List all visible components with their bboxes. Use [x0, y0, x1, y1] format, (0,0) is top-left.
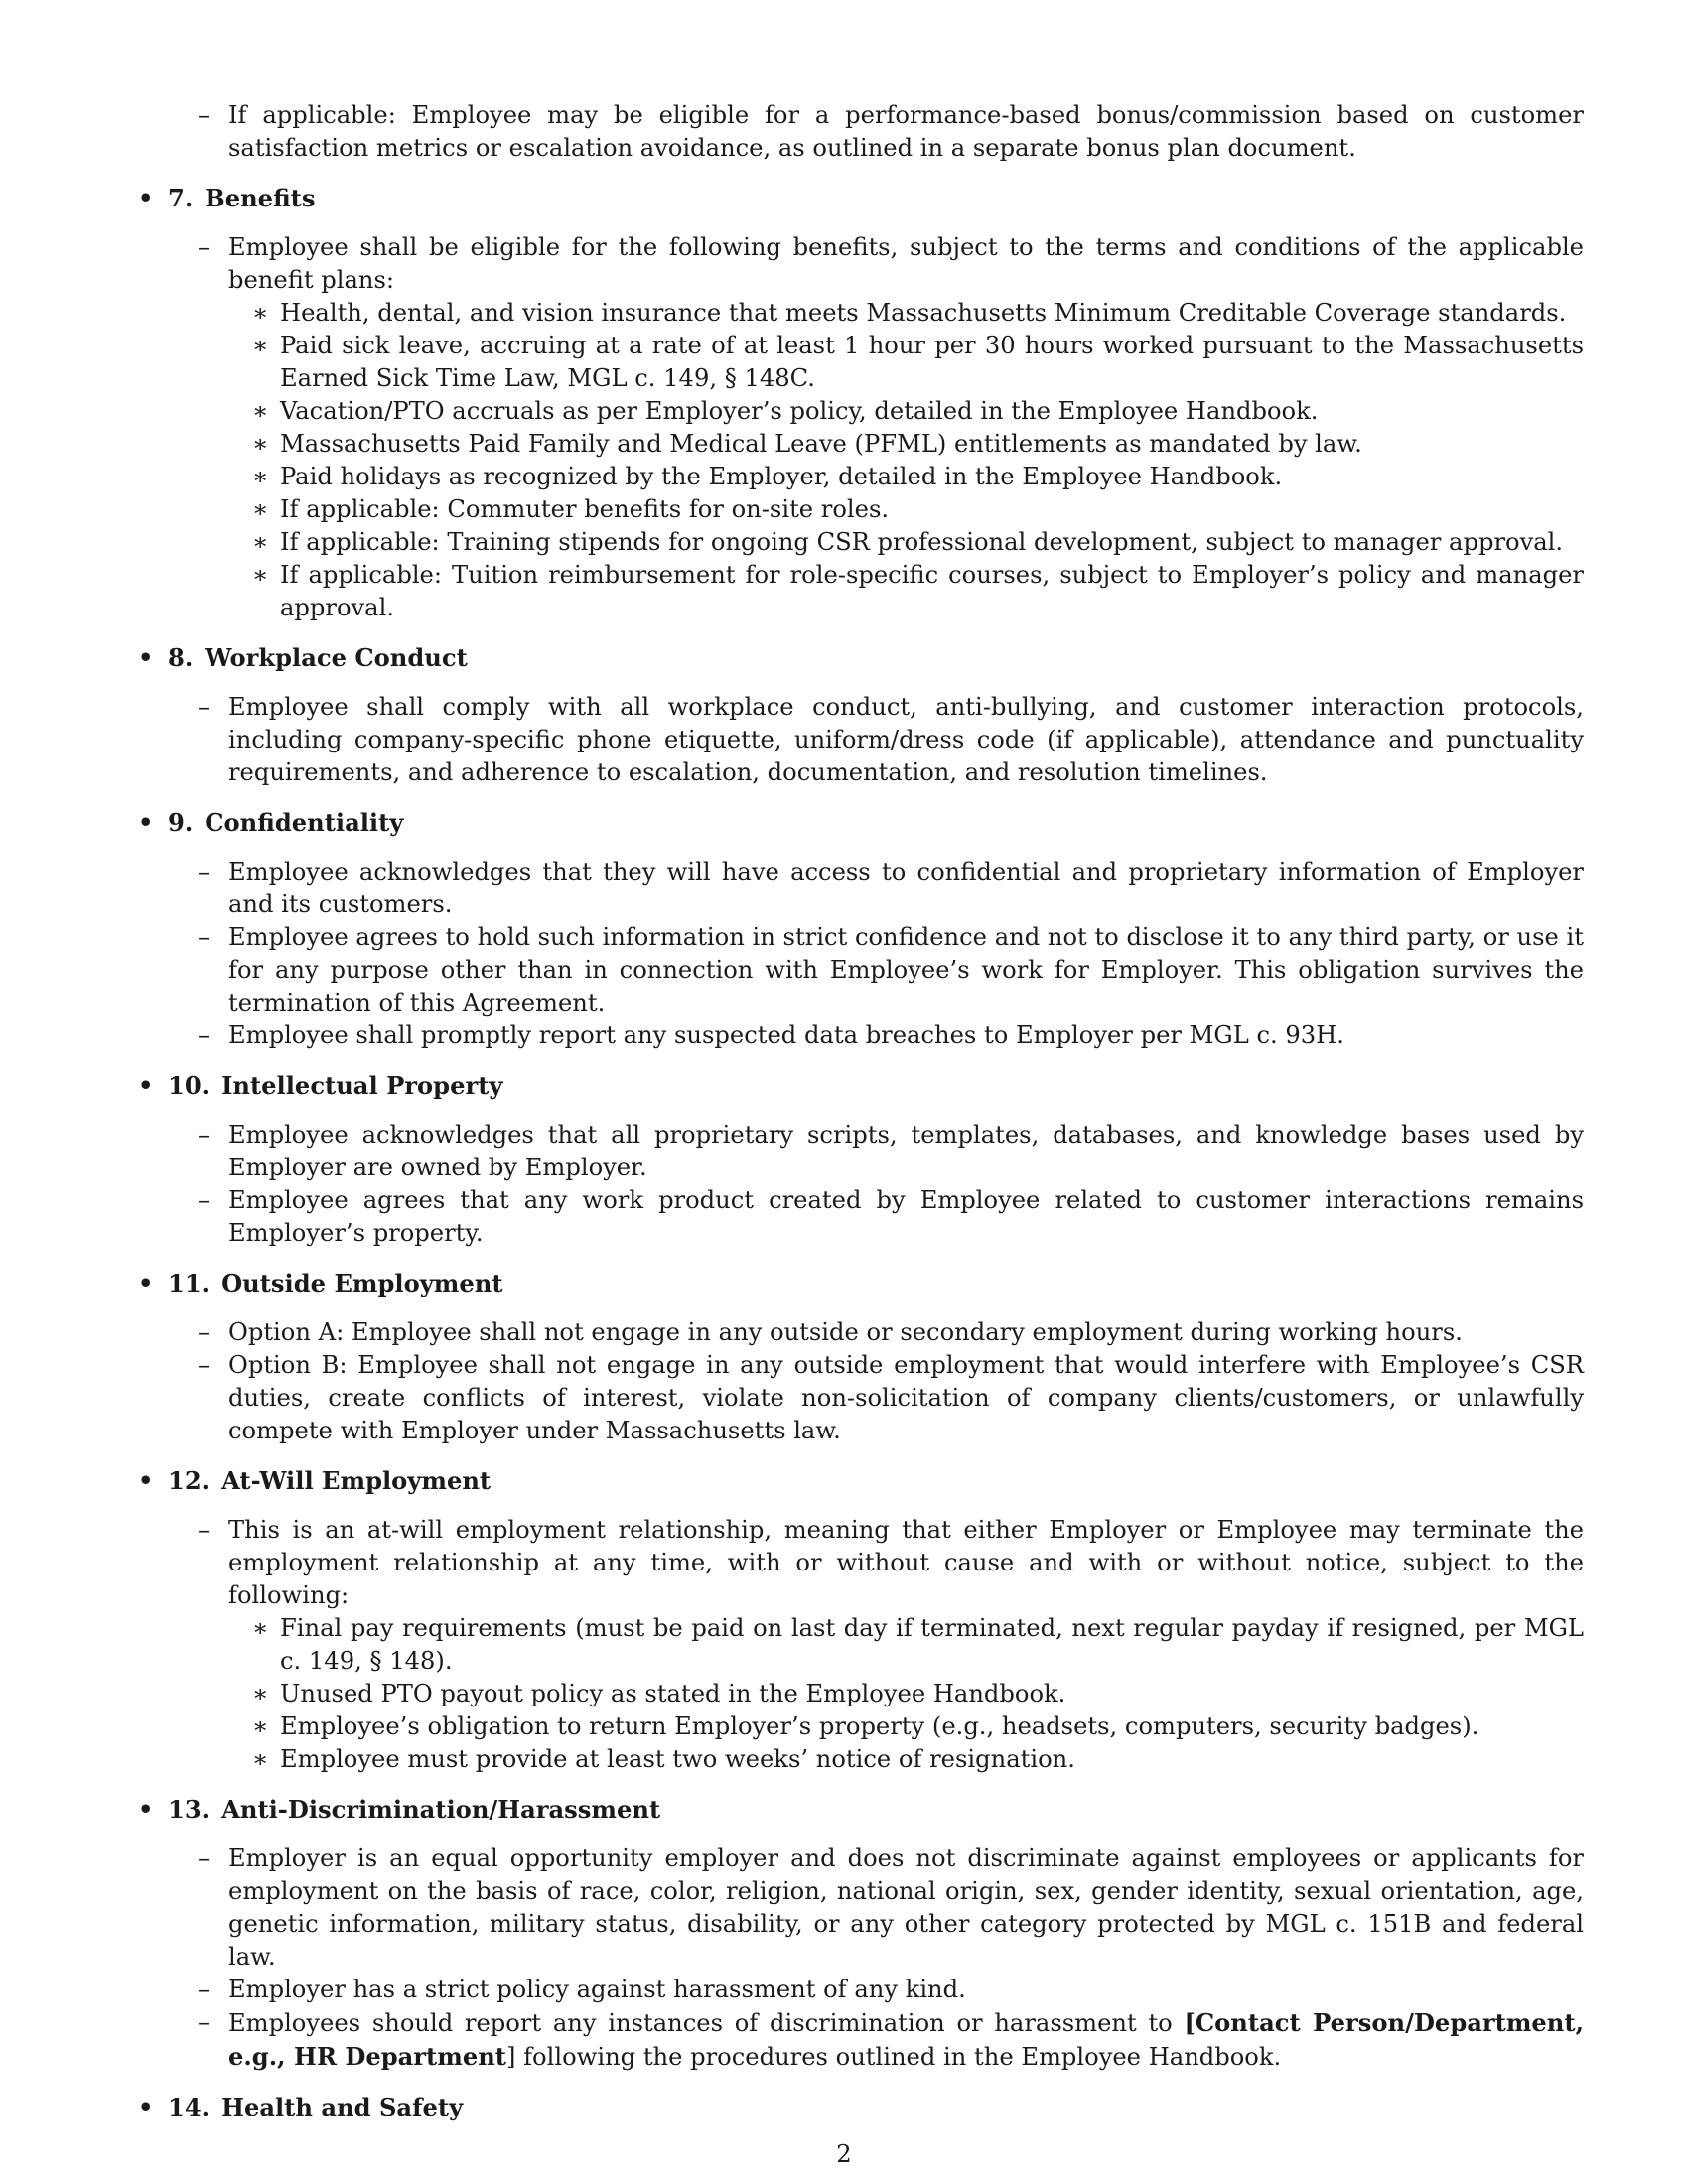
- section-list: [136, 1514, 1584, 1776]
- section-list: [136, 1316, 1584, 1447]
- section-number: 8.: [168, 643, 194, 672]
- sub-item-text: Employee’s obligation to return Employer’s property (e.g., headsets, computers, security badges).: [280, 1712, 1479, 1740]
- dash-marker: –: [198, 923, 211, 951]
- star-marker: ∗: [252, 1712, 269, 1740]
- star-marker: ∗: [252, 332, 269, 359]
- contact-placeholder: [Contact Person/Department, e.g., HR Department: [228, 2008, 1584, 2071]
- section-title: Health and Safety: [221, 2093, 464, 2121]
- dash-marker: –: [198, 1516, 211, 1544]
- sub-list: [228, 1612, 1584, 1776]
- sub-list: [228, 297, 1584, 624]
- section-list: [136, 231, 1584, 624]
- section-workplace-conduct: [136, 641, 1584, 789]
- sub-item-text: Health, dental, and vision insurance that meets Massachusetts Minimum Creditable Coverage standards.: [280, 299, 1567, 327]
- item-text: Employee acknowledges that all proprietary scripts, templates, databases, and knowledge bases used by Employer are owned by Employer.: [228, 1121, 1584, 1181]
- star-marker: ∗: [252, 528, 269, 556]
- item-text-end: ] following the procedures outlined in the Employee Handbook.: [505, 2043, 1282, 2071]
- section-heading: [136, 182, 1584, 214]
- section-heading: [136, 806, 1584, 839]
- item-text: Employee shall comply with all workplace conduct, anti-bullying, and customer interaction protocols, including company-specific phone etiquette, uniform/dress code (if applicable), attendance and punctuality requirements, and adherence to escalation, documentation, and resolution timelines.: [228, 693, 1584, 786]
- section-heading: [136, 1267, 1584, 1299]
- section-number: 14.: [168, 2093, 211, 2121]
- section-heading: [136, 1069, 1584, 1102]
- sub-list-item: [252, 1612, 1584, 1678]
- section-list: [136, 856, 1584, 1052]
- list-item: [198, 856, 1584, 921]
- sub-list-item: [252, 428, 1584, 461]
- star-marker: ∗: [252, 397, 269, 425]
- dash-marker: –: [198, 693, 211, 721]
- section-title: Workplace Conduct: [205, 643, 468, 672]
- section-title: Benefits: [205, 184, 316, 212]
- bullet-marker: •: [138, 1071, 154, 1100]
- star-marker: ∗: [252, 430, 269, 458]
- bullet-marker: •: [138, 808, 154, 837]
- list-item: [198, 1843, 1584, 1974]
- item-text: Option B: Employee shall not engage in any outside employment that would interfere with Employee’s CSR duties, create conflicts of interest, violate non-solicitation of company clients/customers, or unlawfully compete with Employer under Massachusetts law.: [228, 1351, 1584, 1444]
- sub-list-item: [252, 461, 1584, 493]
- sub-item-text: Paid sick leave, accruing at a rate of at least 1 hour per 30 hours worked pursuant to the Massachusetts Earned Sick Time Law, MGL c. 149, § 148C.: [280, 332, 1584, 392]
- document-body: [136, 99, 1584, 2140]
- star-marker: ∗: [252, 495, 269, 523]
- list-item: [198, 691, 1584, 789]
- item-text: Employee shall be eligible for the following benefits, subject to the terms and conditions of the applicable benefit plans:: [228, 233, 1584, 294]
- section-heading: [136, 1793, 1584, 1826]
- sub-item-text: If applicable: Training stipends for ongoing CSR professional development, subject to manager approval.: [280, 528, 1564, 556]
- sub-list-item: [252, 1710, 1584, 1743]
- section-title: Confidentiality: [205, 808, 404, 837]
- section-number: 10.: [168, 1071, 211, 1100]
- section-number: 7.: [168, 184, 194, 212]
- section-list: [136, 691, 1584, 789]
- sub-item-text: Vacation/PTO accruals as per Employer’s policy, detailed in the Employee Handbook.: [280, 397, 1319, 425]
- list-item: [198, 1184, 1584, 1250]
- section-outside-employment: [136, 1267, 1584, 1447]
- section-list: [136, 1119, 1584, 1250]
- dash-marker: –: [198, 1976, 211, 2003]
- section-heading: [136, 2091, 1584, 2123]
- sub-list-item: [252, 297, 1584, 330]
- page-number: 2: [836, 2140, 852, 2168]
- section-title: Outside Employment: [221, 1269, 503, 1297]
- section-heading: [136, 1464, 1584, 1497]
- list-item: [198, 1316, 1584, 1349]
- section-confidentiality: [136, 806, 1584, 1052]
- section-intellectual-property: [136, 1069, 1584, 1250]
- list-item: [198, 1974, 1584, 2006]
- bullet-marker: •: [138, 184, 154, 212]
- sub-item-text: Massachusetts Paid Family and Medical Leave (PFML) entitlements as mandated by law.: [280, 430, 1362, 458]
- sub-item-text: Employee must provide at least two weeks’ notice of resignation.: [280, 1745, 1075, 1773]
- list-item: [198, 1119, 1584, 1184]
- sub-item-text: Paid holidays as recognized by the Employer, detailed in the Employee Handbook.: [280, 463, 1283, 490]
- section-anti-discrimination: [136, 1793, 1584, 2074]
- section-title: Intellectual Property: [221, 1071, 503, 1100]
- continued-list: [136, 99, 1584, 165]
- item-text: This is an at-will employment relationship, meaning that either Employer or Employee may terminate the employment relationship at any time, with or without cause and with or without notice, subject to the following:: [228, 1516, 1584, 1609]
- star-marker: ∗: [252, 1680, 269, 1707]
- dash-marker: –: [198, 233, 211, 261]
- dash-marker: –: [198, 1186, 211, 1214]
- sub-item-text: If applicable: Commuter benefits for on-site roles.: [280, 495, 890, 523]
- bullet-marker: •: [138, 1466, 154, 1495]
- section-number: 9.: [168, 808, 194, 837]
- dash-marker: –: [198, 858, 211, 886]
- section-number: 13.: [168, 1795, 211, 1824]
- list-item: [198, 921, 1584, 1020]
- item-text: If applicable: Employee may be eligible for a performance-based bonus/commission based on customer satisfaction metrics or escalation avoidance, as outlined in a separate bonus plan document.: [228, 101, 1584, 162]
- list-item: [198, 99, 1584, 165]
- sub-list-item: [252, 493, 1584, 526]
- section-health-safety: [136, 2091, 1584, 2123]
- dash-marker: –: [198, 2008, 211, 2036]
- star-marker: ∗: [252, 463, 269, 490]
- section-number: 12.: [168, 1466, 211, 1495]
- item-text: Employee agrees to hold such information in strict confidence and not to disclose it to any third party, or use it for any purpose other than in connection with Employee’s work for Employer. This obligation survives the termination of this Agreement.: [228, 923, 1584, 1017]
- item-text: Employee agrees that any work product created by Employee related to customer interactions remains Employer’s property.: [228, 1186, 1584, 1247]
- dash-marker: –: [198, 101, 211, 129]
- list-item: [198, 1514, 1584, 1776]
- section-title: Anti-Discrimination/Harassment: [221, 1795, 661, 1824]
- sub-list-item: [252, 395, 1584, 428]
- star-marker: ∗: [252, 561, 269, 589]
- list-item: [198, 1020, 1584, 1052]
- section-title: At-Will Employment: [221, 1466, 492, 1495]
- star-marker: ∗: [252, 1745, 269, 1773]
- item-text: Employer has a strict policy against harassment of any kind.: [228, 1976, 966, 2003]
- sub-list-item: [252, 1678, 1584, 1710]
- item-text: Employee acknowledges that they will have access to confidential and proprietary information of Employer and its customers.: [228, 858, 1584, 918]
- dash-marker: –: [198, 1844, 211, 1872]
- sub-list-item: [252, 559, 1584, 624]
- bullet-marker: •: [138, 643, 154, 672]
- sub-list-item: [252, 1743, 1584, 1776]
- dash-marker: –: [198, 1121, 211, 1149]
- star-marker: ∗: [252, 299, 269, 327]
- star-marker: ∗: [252, 1614, 269, 1642]
- section-heading: [136, 641, 1584, 674]
- sub-item-text: Unused PTO payout policy as stated in the Employee Handbook.: [280, 1680, 1066, 1707]
- bullet-marker: •: [138, 2093, 154, 2121]
- section-list: [136, 1843, 1584, 2074]
- bullet-marker: •: [138, 1795, 154, 1824]
- item-text: Employees should report any instances of discrimination or harassment to: [228, 2009, 1185, 2037]
- sub-list-item: [252, 526, 1584, 559]
- section-number: 11.: [168, 1269, 211, 1297]
- list-item: [198, 1349, 1584, 1447]
- sub-item-text: Final pay requirements (must be paid on last day if terminated, next regular payday if resigned, per MGL c. 149, § 148).: [280, 1614, 1584, 1675]
- list-item: [198, 231, 1584, 624]
- list-item: [198, 2006, 1584, 2074]
- dash-marker: –: [198, 1022, 211, 1049]
- sub-list-item: [252, 330, 1584, 395]
- section-at-will-employment: [136, 1464, 1584, 1776]
- sub-item-text: If applicable: Tuition reimbursement for role-specific courses, subject to Employer’s policy and manager approval.: [280, 561, 1584, 621]
- item-text: Employer is an equal opportunity employer and does not discriminate against employees or applicants for employment on the basis of race, color, religion, national origin, sex, gender identity, sexual orientation, age, genetic information, military status, disability, or any other category protected by MGL c. 151B and federal law.: [228, 1844, 1584, 1971]
- dash-marker: –: [198, 1351, 211, 1379]
- item-text: Option A: Employee shall not engage in any outside or secondary employment during working hours.: [228, 1318, 1463, 1346]
- item-text: Employee shall promptly report any suspected data breaches to Employer per MGL c. 93H.: [228, 1022, 1344, 1049]
- section-benefits: [136, 182, 1584, 624]
- bullet-marker: •: [138, 1269, 154, 1297]
- dash-marker: –: [198, 1318, 211, 1346]
